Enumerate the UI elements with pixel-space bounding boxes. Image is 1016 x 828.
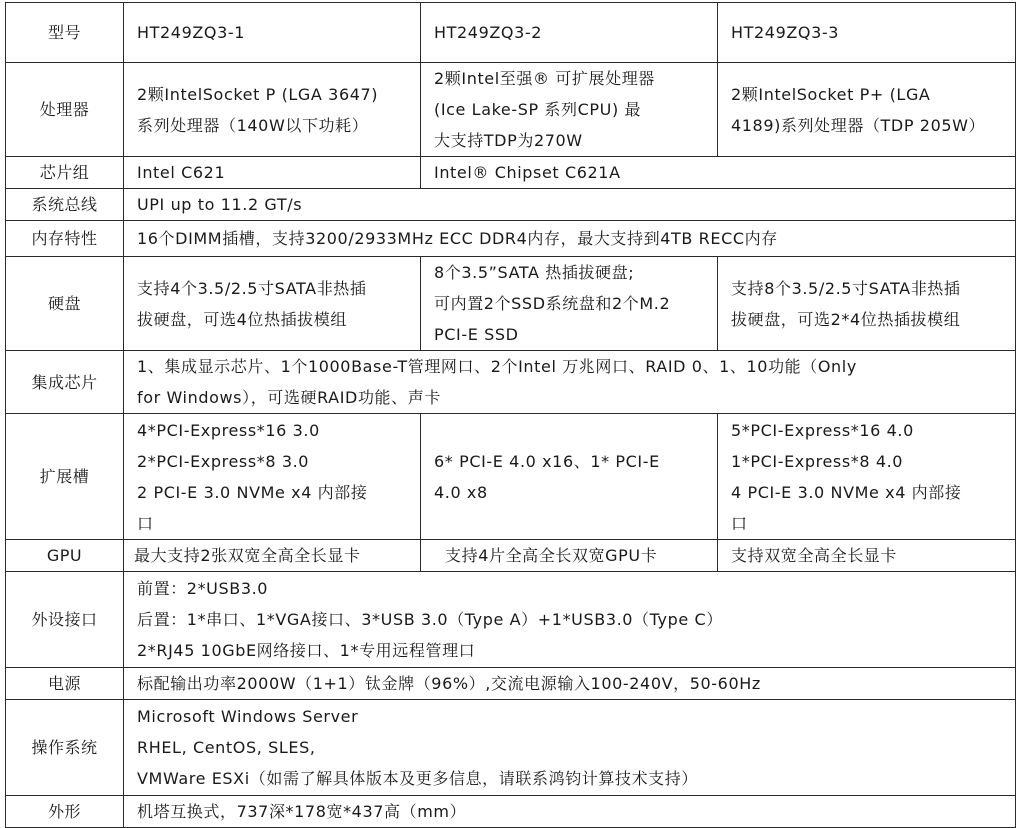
disk-2: 8个3.5”SATA 热插拔硬盘; 可内置2个SSD系统盘和2个M.2 PCI-E SSD (421, 257, 718, 351)
chipset-1: Intel C621 (124, 157, 421, 189)
model-2: HT249ZQ3-2 (421, 3, 718, 63)
model-3: HT249ZQ3-3 (718, 3, 1016, 63)
row-slots (6, 414, 1016, 540)
slots-2: 6* PCI-E 4.0 x16、1* PCI-E 4.0 x8 (421, 414, 718, 540)
row-io (6, 572, 1016, 668)
bus-value: UPI up to 11.2 GT/s (124, 189, 1016, 221)
cpu-3: 2颗IntelSocket P+ (LGA 4189)系列处理器（TDP 205W） (718, 63, 1016, 157)
io-value: 前置：2*USB3.0 后置：1*串口、1*VGA接口、3*USB 3.0（Type A）+1*USB3.0（Type C） 2*RJ45 10GbE网络接口、1*专用远程管理口 (124, 572, 1016, 668)
label-bus: 系统总线 (6, 189, 124, 221)
label-model: 型号 (6, 3, 124, 63)
slots-3: 5*PCI-Express*16 4.0 1*PCI-Express*8 4.0 4 PCI-E 3.0 NVMe x4 内部接 口 (718, 414, 1016, 540)
label-chipset: 芯片组 (6, 157, 124, 189)
integrated-value: 1、集成显示芯片、1个1000Base-T管理网口、2个Intel 万兆网口、RAID 0、1、10功能（Only for Windows），可选硬RAID功能、声卡 (124, 351, 1016, 414)
row-os (6, 700, 1016, 796)
slots-1: 4*PCI-Express*16 3.0 2*PCI-Express*8 3.0 2 PCI-E 3.0 NVMe x4 内部接 口 (124, 414, 421, 540)
row-gpu (6, 540, 1016, 572)
row-disk (6, 257, 1016, 351)
row-form (6, 796, 1016, 828)
label-cpu: 处理器 (6, 63, 124, 157)
os-value: Microsoft Windows Server RHEL, CentOS, SLES, VMWare ESXi（如需了解具体版本及更多信息，请联系鸿钧计算技术支持） (124, 700, 1016, 796)
label-power: 电源 (6, 668, 124, 700)
spec-table (5, 2, 1016, 828)
row-bus (6, 189, 1016, 221)
gpu-3: 支持双宽全高全长显卡 (718, 540, 1016, 572)
row-model (6, 3, 1016, 63)
row-chipset (6, 157, 1016, 189)
row-integrated (6, 351, 1016, 414)
model-1: HT249ZQ3-1 (124, 3, 421, 63)
cpu-1: 2颗IntelSocket P (LGA 3647) 系列处理器（140W以下功耗） (124, 63, 421, 157)
form-value: 机塔互换式，737深*178宽*437高（mm） (124, 796, 1016, 828)
disk-1: 支持4个3.5/2.5寸SATA非热插 拔硬盘，可选4位热插拔模组 (124, 257, 421, 351)
chipset-2-3: Intel® Chipset C621A (421, 157, 1016, 189)
row-cpu (6, 63, 1016, 157)
memory-value: 16个DIMM插槽，支持3200/2933MHz ECC DDR4内存，最大支持到4TB RECC内存 (124, 221, 1016, 257)
cpu-2: 2颗Intel至强® 可扩展处理器 (Ice Lake-SP 系列CPU) 最 大支持TDP为270W (421, 63, 718, 157)
disk-3: 支持8个3.5/2.5寸SATA非热插 拔硬盘，可选2*4位热插拔模组 (718, 257, 1016, 351)
label-gpu: GPU (6, 540, 124, 572)
power-value: 标配输出功率2000W（1+1）钛金牌（96%）,交流电源输入100-240V，50-60Hz (124, 668, 1016, 700)
label-disk: 硬盘 (6, 257, 124, 351)
label-slots: 扩展槽 (6, 414, 124, 540)
row-memory (6, 221, 1016, 257)
label-memory: 内存特性 (6, 221, 124, 257)
label-io: 外设接口 (6, 572, 124, 668)
label-form: 外形 (6, 796, 124, 828)
gpu-2: 支持4片全高全长双宽GPU卡 (421, 540, 718, 572)
label-integrated: 集成芯片 (6, 351, 124, 414)
row-power (6, 668, 1016, 700)
label-os: 操作系统 (6, 700, 124, 796)
gpu-1: 最大支持2张双宽全高全长显卡 (124, 540, 421, 572)
